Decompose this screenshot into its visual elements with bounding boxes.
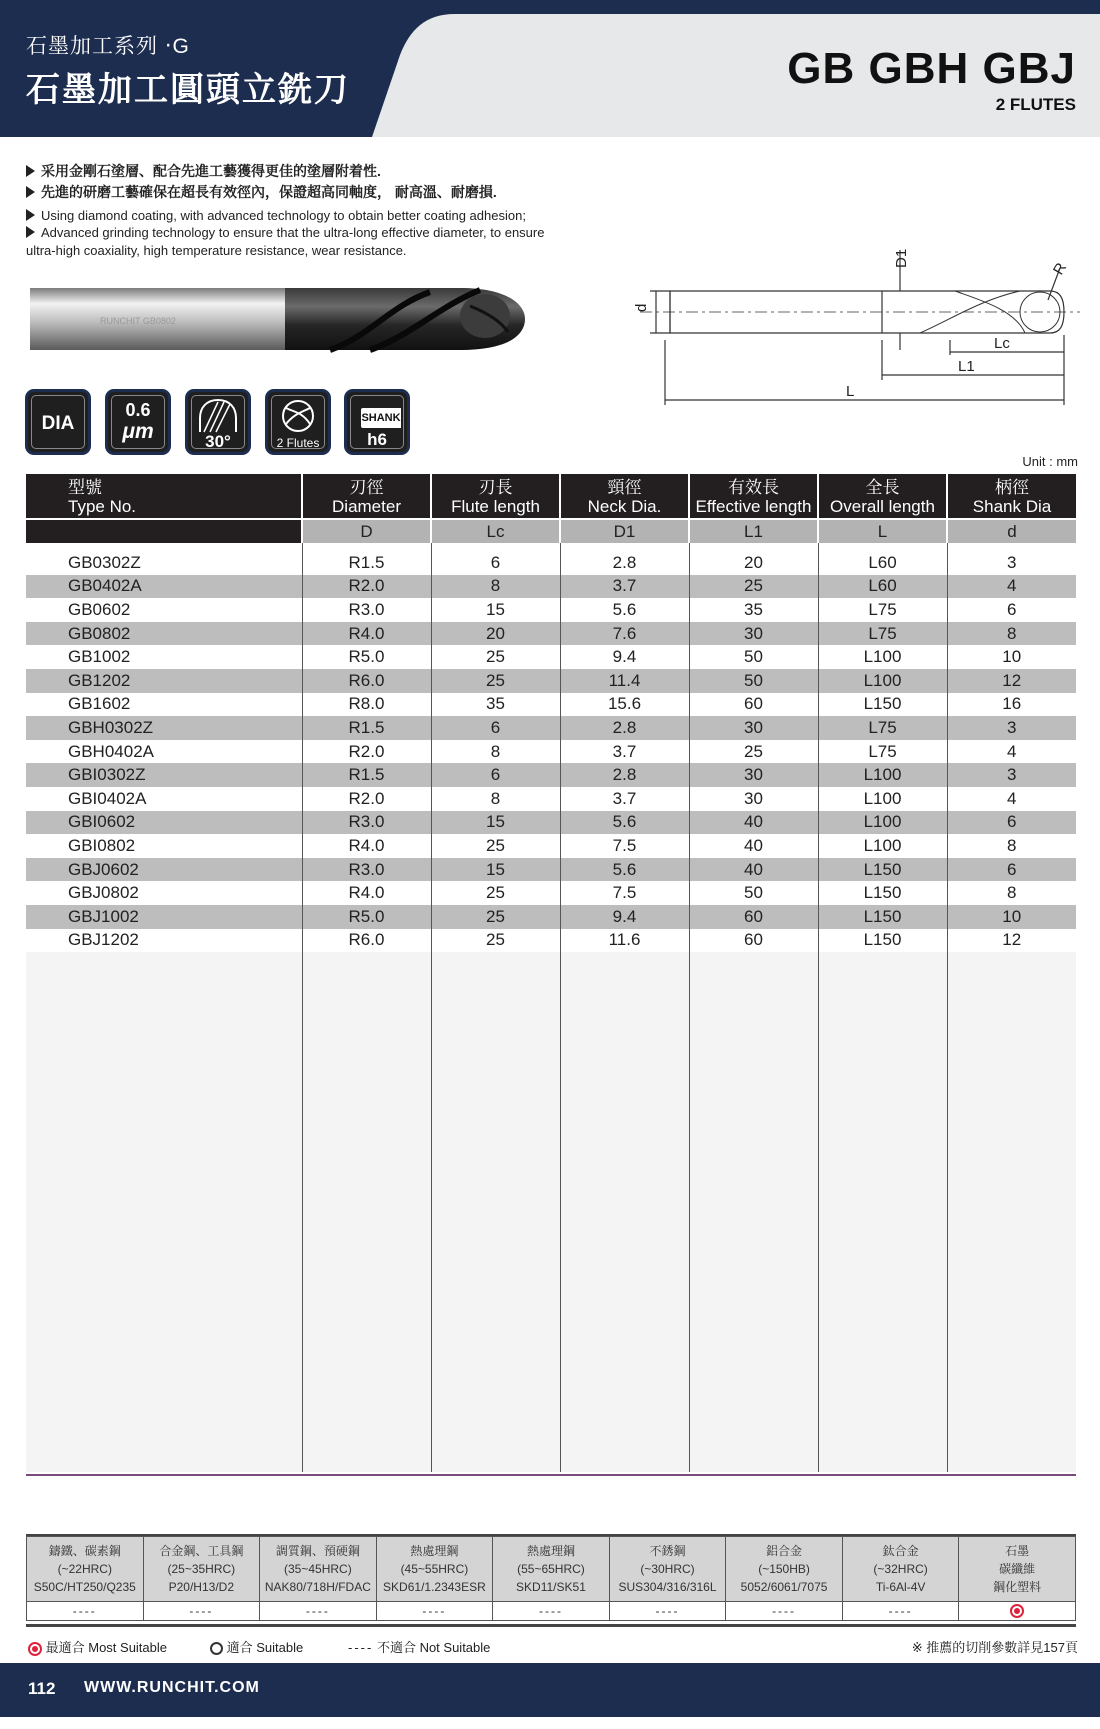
feature-en-1: Using diamond coating, with advanced technology to obtain better coating adhesion; bbox=[26, 207, 526, 224]
legend-suitable: 適合 Suitable bbox=[210, 1637, 303, 1656]
model-codes: GB GBH GBJ bbox=[787, 44, 1076, 93]
cell-flute-length: 6 bbox=[431, 716, 560, 740]
cell-shank-dia: 12 bbox=[947, 669, 1076, 693]
dim-label-d1: D1 bbox=[893, 248, 910, 268]
cell-effective-length: 30 bbox=[689, 763, 818, 787]
cell-shank-dia: 6 bbox=[947, 811, 1076, 835]
helix-icon bbox=[196, 398, 240, 434]
header-top-line bbox=[0, 0, 1100, 14]
cell-type-no: GB0302Z bbox=[26, 551, 302, 575]
table-row bbox=[26, 622, 1076, 646]
cell-effective-length: 50 bbox=[689, 881, 818, 905]
cell-effective-length: 40 bbox=[689, 834, 818, 858]
cell-effective-length: 40 bbox=[689, 811, 818, 835]
not-suitable-mark: ---- bbox=[27, 1602, 144, 1621]
header-row bbox=[26, 474, 1076, 519]
cell-effective-length: 35 bbox=[689, 598, 818, 622]
table-row bbox=[26, 787, 1076, 811]
not-suitable-mark: ---- bbox=[376, 1602, 493, 1621]
cell-overall-length: L100 bbox=[818, 763, 947, 787]
table-row bbox=[26, 763, 1076, 787]
cell-shank-dia: 4 bbox=[947, 575, 1076, 599]
cell-diameter: R3.0 bbox=[302, 598, 431, 622]
material-table bbox=[26, 1536, 1076, 1621]
cell-type-no: GBJ1002 bbox=[26, 905, 302, 929]
table-row bbox=[26, 598, 1076, 622]
cell-shank-dia: 8 bbox=[947, 622, 1076, 646]
symbol-cell: L bbox=[818, 519, 947, 543]
cell-effective-length: 60 bbox=[689, 693, 818, 717]
bullet-arrow-icon bbox=[26, 165, 35, 177]
table-row bbox=[26, 858, 1076, 882]
dim-label-l1: L1 bbox=[958, 358, 975, 375]
cell-type-no: GBJ1202 bbox=[26, 929, 302, 953]
cell-overall-length: L75 bbox=[818, 716, 947, 740]
cell-overall-length: L100 bbox=[818, 811, 947, 835]
cell-overall-length: L60 bbox=[818, 575, 947, 599]
not-suitable-mark: ---- bbox=[726, 1602, 843, 1621]
table-row bbox=[26, 811, 1076, 835]
cell-flute-length: 6 bbox=[431, 763, 560, 787]
col-header-overall-length: 全長 Overall length bbox=[818, 474, 947, 519]
cell-neck-dia: 3.7 bbox=[560, 740, 689, 764]
tolerance-badge: 0.6 μm bbox=[105, 389, 171, 455]
cell-diameter: R6.0 bbox=[302, 669, 431, 693]
cell-diameter: R4.0 bbox=[302, 622, 431, 646]
cell-type-no: GB1602 bbox=[26, 693, 302, 717]
cell-neck-dia: 5.6 bbox=[560, 858, 689, 882]
cell-shank-dia: 4 bbox=[947, 787, 1076, 811]
material-cell: 鑄鐵、碳素鋼 (~22HRC) S50C/HT250/Q235 bbox=[27, 1537, 144, 1602]
cell-diameter: R4.0 bbox=[302, 834, 431, 858]
col-header-effective-length: 有效長 Effective length bbox=[689, 474, 818, 519]
not-suitable-mark: ---- bbox=[348, 1640, 374, 1655]
cell-overall-length: L150 bbox=[818, 881, 947, 905]
symbol-cell bbox=[26, 519, 302, 543]
spec-table bbox=[26, 474, 1076, 1472]
cell-flute-length: 25 bbox=[431, 645, 560, 669]
col-header-type: 型號 Type No. bbox=[26, 474, 302, 519]
cell-overall-length: L75 bbox=[818, 740, 947, 764]
cell-effective-length: 50 bbox=[689, 645, 818, 669]
dia-badge: DIA bbox=[25, 389, 91, 455]
cell-overall-length: L100 bbox=[818, 669, 947, 693]
table-bottom-rule bbox=[26, 1474, 1076, 1476]
most-suitable-mark bbox=[959, 1602, 1076, 1621]
cell-diameter: R8.0 bbox=[302, 693, 431, 717]
cell-shank-dia: 3 bbox=[947, 716, 1076, 740]
cell-flute-length: 15 bbox=[431, 858, 560, 882]
unit-label: Unit : mm bbox=[1022, 454, 1078, 469]
feature-en-3: ultra-high coaxiality, high temperature resistance, wear resistance. bbox=[26, 243, 407, 258]
cell-effective-length: 25 bbox=[689, 740, 818, 764]
cell-effective-length: 30 bbox=[689, 622, 818, 646]
cell-shank-dia: 8 bbox=[947, 881, 1076, 905]
tool-photo bbox=[30, 276, 530, 362]
dim-label-lc: Lc bbox=[994, 335, 1010, 352]
cell-type-no: GB0602 bbox=[26, 598, 302, 622]
cell-shank-dia: 10 bbox=[947, 645, 1076, 669]
cell-neck-dia: 11.4 bbox=[560, 669, 689, 693]
cell-diameter: R6.0 bbox=[302, 929, 431, 953]
symbol-cell: Lc bbox=[431, 519, 560, 543]
bullet-arrow-icon bbox=[26, 186, 35, 198]
cell-neck-dia: 2.8 bbox=[560, 763, 689, 787]
table-row bbox=[26, 551, 1076, 575]
not-suitable-mark: ---- bbox=[609, 1602, 726, 1621]
cell-flute-length: 25 bbox=[431, 905, 560, 929]
cell-effective-length: 60 bbox=[689, 929, 818, 953]
cell-diameter: R4.0 bbox=[302, 881, 431, 905]
cell-flute-length: 25 bbox=[431, 669, 560, 693]
table-row bbox=[26, 905, 1076, 929]
cell-diameter: R2.0 bbox=[302, 575, 431, 599]
material-cell: 合金鋼、工具鋼 (25~35HRC) P20/H13/D2 bbox=[143, 1537, 260, 1602]
suitable-icon bbox=[210, 1642, 223, 1655]
most-suitable-icon bbox=[1010, 1604, 1024, 1618]
cell-shank-dia: 16 bbox=[947, 693, 1076, 717]
cell-diameter: R2.0 bbox=[302, 787, 431, 811]
feature-zh-1: 采用金剛石塗層、配合先進工藝獲得更佳的塗層附着性. bbox=[26, 163, 381, 180]
cell-neck-dia: 3.7 bbox=[560, 787, 689, 811]
bullet-arrow-icon bbox=[26, 226, 35, 238]
page-number: 112 bbox=[28, 1679, 56, 1698]
cell-diameter: R2.0 bbox=[302, 740, 431, 764]
cell-flute-length: 15 bbox=[431, 811, 560, 835]
empty-table-area bbox=[26, 952, 1076, 1472]
cell-type-no: GB1202 bbox=[26, 669, 302, 693]
cell-flute-length: 8 bbox=[431, 787, 560, 811]
cell-flute-length: 25 bbox=[431, 929, 560, 953]
col-header-shank-dia: 柄徑 Shank Dia bbox=[947, 474, 1076, 519]
flute-cross-section-icon bbox=[278, 398, 318, 434]
cutting-parameter-note: ※ 推薦的切削參數詳見157頁 bbox=[911, 1640, 1078, 1655]
symbol-cell: d bbox=[947, 519, 1076, 543]
cell-type-no: GBI0402A bbox=[26, 787, 302, 811]
table-row bbox=[26, 929, 1076, 953]
material-cell: 熱處理鋼 (55~65HRC) SKD11/SK51 bbox=[493, 1537, 610, 1602]
cell-shank-dia: 12 bbox=[947, 929, 1076, 953]
cell-type-no: GB0402A bbox=[26, 575, 302, 599]
cell-effective-length: 20 bbox=[689, 551, 818, 575]
symbol-cell: D bbox=[302, 519, 431, 543]
cell-neck-dia: 5.6 bbox=[560, 811, 689, 835]
cell-overall-length: L75 bbox=[818, 598, 947, 622]
cell-flute-length: 6 bbox=[431, 551, 560, 575]
cell-effective-length: 25 bbox=[689, 575, 818, 599]
cell-neck-dia: 3.7 bbox=[560, 575, 689, 599]
cell-neck-dia: 15.6 bbox=[560, 693, 689, 717]
feature-zh-2: 先進的研磨工藝確保在超長有效徑內，保證超高同軸度， 耐高溫、耐磨損. bbox=[26, 184, 497, 201]
table-row bbox=[26, 881, 1076, 905]
dim-label-r: R bbox=[1049, 260, 1071, 278]
page-title: 石墨加工圓頭立銑刀 bbox=[26, 71, 350, 109]
cell-diameter: R3.0 bbox=[302, 811, 431, 835]
material-cell: 鈦合金 (~32HRC) Ti-6Al-4V bbox=[842, 1537, 959, 1602]
feature-en-2: Advanced grinding technology to ensure that the ultra-long effective diameter, to ensure bbox=[26, 224, 544, 241]
table-row bbox=[26, 575, 1076, 599]
cell-neck-dia: 9.4 bbox=[560, 905, 689, 929]
table-row bbox=[26, 645, 1076, 669]
cell-effective-length: 50 bbox=[689, 669, 818, 693]
cell-flute-length: 25 bbox=[431, 881, 560, 905]
cell-neck-dia: 2.8 bbox=[560, 716, 689, 740]
shank-tolerance-badge: SHANK h6 bbox=[344, 389, 410, 455]
cell-type-no: GB0802 bbox=[26, 622, 302, 646]
cell-type-no: GBJ0802 bbox=[26, 881, 302, 905]
spacer-row bbox=[26, 543, 1076, 551]
cell-shank-dia: 3 bbox=[947, 551, 1076, 575]
series-label: 石墨加工系列 ‧G bbox=[26, 35, 190, 58]
cell-neck-dia: 7.6 bbox=[560, 622, 689, 646]
cell-flute-length: 20 bbox=[431, 622, 560, 646]
helix-angle-badge: 30° bbox=[185, 389, 251, 455]
table-row bbox=[26, 716, 1076, 740]
cell-diameter: R5.0 bbox=[302, 905, 431, 929]
material-cell: 熱處理鋼 (45~55HRC) SKD61/1.2343ESR bbox=[376, 1537, 493, 1602]
legend-most-suitable: 最適合 Most Suitable bbox=[28, 1637, 167, 1656]
cell-overall-length: L100 bbox=[818, 834, 947, 858]
dim-label-l: L bbox=[846, 383, 855, 400]
cell-shank-dia: 10 bbox=[947, 905, 1076, 929]
not-suitable-mark: ---- bbox=[842, 1602, 959, 1621]
dimension-drawing bbox=[620, 240, 1080, 420]
cell-overall-length: L100 bbox=[818, 645, 947, 669]
cell-overall-length: L75 bbox=[818, 622, 947, 646]
most-suitable-icon bbox=[28, 1642, 42, 1656]
not-suitable-mark: ---- bbox=[260, 1602, 377, 1621]
bullet-arrow-icon bbox=[26, 209, 35, 221]
cell-effective-length: 30 bbox=[689, 716, 818, 740]
cell-overall-length: L150 bbox=[818, 905, 947, 929]
table-row bbox=[26, 834, 1076, 858]
cell-neck-dia: 5.6 bbox=[560, 598, 689, 622]
website-link[interactable]: WWW.RUNCHIT.COM bbox=[84, 1679, 260, 1696]
col-header-neck-dia: 頸徑 Neck Dia. bbox=[560, 474, 689, 519]
cell-flute-length: 35 bbox=[431, 693, 560, 717]
material-marks-row bbox=[27, 1602, 1076, 1621]
cell-neck-dia: 11.6 bbox=[560, 929, 689, 953]
cell-diameter: R5.0 bbox=[302, 645, 431, 669]
cell-type-no: GBI0302Z bbox=[26, 763, 302, 787]
cell-neck-dia: 2.8 bbox=[560, 551, 689, 575]
material-cell: 調質鋼、預硬鋼 (35~45HRC) NAK80/718H/FDAC bbox=[260, 1537, 377, 1602]
cell-flute-length: 8 bbox=[431, 575, 560, 599]
cell-type-no: GBI0602 bbox=[26, 811, 302, 835]
cell-diameter: R3.0 bbox=[302, 858, 431, 882]
cell-effective-length: 30 bbox=[689, 787, 818, 811]
cell-overall-length: L100 bbox=[818, 787, 947, 811]
cell-effective-length: 40 bbox=[689, 858, 818, 882]
cell-overall-length: L60 bbox=[818, 551, 947, 575]
cell-neck-dia: 9.4 bbox=[560, 645, 689, 669]
cell-shank-dia: 6 bbox=[947, 858, 1076, 882]
not-suitable-mark: ---- bbox=[143, 1602, 260, 1621]
cell-flute-length: 8 bbox=[431, 740, 560, 764]
cell-diameter: R1.5 bbox=[302, 716, 431, 740]
material-bottom-rule bbox=[26, 1624, 1076, 1627]
cell-diameter: R1.5 bbox=[302, 551, 431, 575]
symbol-cell: D1 bbox=[560, 519, 689, 543]
cell-flute-length: 25 bbox=[431, 834, 560, 858]
not-suitable-mark: ---- bbox=[493, 1602, 610, 1621]
table-row bbox=[26, 740, 1076, 764]
cell-shank-dia: 8 bbox=[947, 834, 1076, 858]
cell-overall-length: L150 bbox=[818, 929, 947, 953]
cell-type-no: GBH0402A bbox=[26, 740, 302, 764]
flutes-label: 2 FLUTES bbox=[995, 95, 1076, 114]
material-cell: 石墨 碳纖維 鋼化塑料 bbox=[959, 1537, 1076, 1602]
cell-shank-dia: 3 bbox=[947, 763, 1076, 787]
symbol-row bbox=[26, 519, 1076, 543]
cell-overall-length: L150 bbox=[818, 693, 947, 717]
cell-flute-length: 15 bbox=[431, 598, 560, 622]
cell-neck-dia: 7.5 bbox=[560, 881, 689, 905]
legend-not-suitable: ---- 不適合 Not Suitable bbox=[348, 1640, 491, 1655]
cell-overall-length: L150 bbox=[818, 858, 947, 882]
cell-shank-dia: 4 bbox=[947, 740, 1076, 764]
flutes-badge: 2 Flutes bbox=[265, 389, 331, 455]
table-row bbox=[26, 693, 1076, 717]
cell-type-no: GBI0802 bbox=[26, 834, 302, 858]
cell-type-no: GBJ0602 bbox=[26, 858, 302, 882]
material-names-row bbox=[27, 1537, 1076, 1602]
table-row bbox=[26, 669, 1076, 693]
material-cell: 鋁合金 (~150HB) 5052/6061/7075 bbox=[726, 1537, 843, 1602]
col-header-flute-length: 刃長 Flute length bbox=[431, 474, 560, 519]
cell-shank-dia: 6 bbox=[947, 598, 1076, 622]
cell-effective-length: 60 bbox=[689, 905, 818, 929]
cell-type-no: GB1002 bbox=[26, 645, 302, 669]
symbol-cell: L1 bbox=[689, 519, 818, 543]
cell-neck-dia: 7.5 bbox=[560, 834, 689, 858]
material-cell: 不銹鋼 (~30HRC) SUS304/316/316L bbox=[609, 1537, 726, 1602]
engraving-text: RUNCHIT GB0802 bbox=[100, 316, 176, 326]
col-header-diameter: 刃徑 Diameter bbox=[302, 474, 431, 519]
dim-label-d: d bbox=[633, 303, 650, 312]
cell-diameter: R1.5 bbox=[302, 763, 431, 787]
cell-type-no: GBH0302Z bbox=[26, 716, 302, 740]
